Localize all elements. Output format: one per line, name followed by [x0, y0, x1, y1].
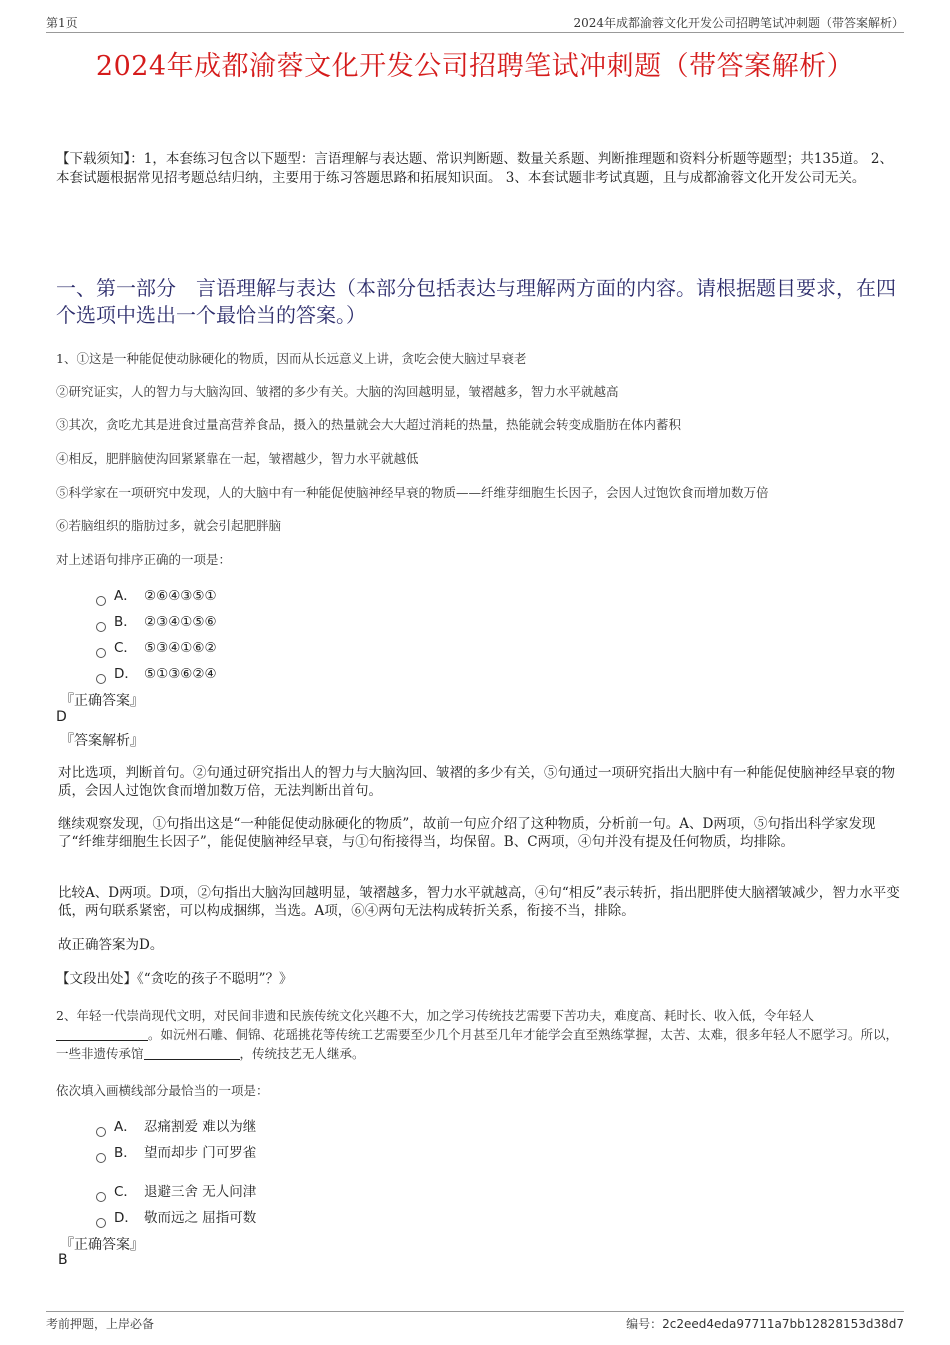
q2-answer: B: [58, 1252, 68, 1268]
radio-icon[interactable]: [96, 622, 106, 632]
q1-option-a[interactable]: A． ②⑥④③⑤①: [96, 584, 217, 606]
radio-icon[interactable]: [96, 1192, 106, 1202]
q1-line-3: ③其次，贪吃尤其是进食过量高营养食品，摄入的热量就会大大超过消耗的热量，热能就会转变成脂肪在体内蓄积: [56, 417, 682, 432]
q2-stem: 2、年轻一代崇尚现代文明，对民间非遗和民族传统文化兴趣不大，加之学习传统技艺需要下苦功夫，难度高、耗时长、收入低，令年轻人。如沅州石雕、侗锦、花瑶挑花等传统工艺需要至少几个月甚至几年才能学会直至熟练掌握，太苦、太难，很多年轻人不愿学习。所以，一些非遗传承馆 ，传统技艺无人继承。: [56, 1008, 899, 1061]
radio-icon[interactable]: [96, 596, 106, 606]
q2-option-d[interactable]: D． 敬而远之 屈指可数: [96, 1206, 256, 1228]
q2-prompt: 依次填入画横线部分最恰当的一项是：: [56, 1083, 269, 1098]
radio-icon[interactable]: [96, 674, 106, 684]
radio-icon[interactable]: [96, 1218, 106, 1228]
q1-line-4: ④相反，肥胖脑使沟回紧紧靠在一起，皱褶越少，智力水平就越低: [56, 451, 419, 466]
q1-analysis-2: 继续观察发现，①句指出这是“一种能促使动脉硬化的物质”，故前一句应介绍了这种物质，分析前一句。A、D两项，⑤句指出科学家发现了“纤维芽细胞生长因子”，能促使脑神经早衰，与①句衔接得当，均保留。B、C两项，④句并没有提及任何物质，均排除。: [58, 816, 876, 850]
radio-icon[interactable]: [96, 1127, 106, 1137]
q2-answer-label: 『正确答案』: [60, 1237, 144, 1253]
page-header: [46, 12, 904, 33]
page-number: 第1页: [46, 16, 78, 30]
q1-answer-label: 『正确答案』: [60, 693, 144, 709]
page-footer: [46, 1311, 904, 1334]
q2-blank-2: [144, 1047, 240, 1060]
q2-blank-1: [56, 1028, 148, 1041]
q1-prompt: 对上述语句排序正确的一项是：: [56, 552, 232, 567]
q1-line-2: ②研究证实，人的智力与大脑沟回、皱褶的多少有关。大脑的沟回越明显，皱褶越多，智力水平就越高: [56, 384, 619, 399]
radio-icon[interactable]: [96, 1153, 106, 1163]
q2-option-c[interactable]: C． 退避三舍 无人问津: [96, 1180, 256, 1202]
q1-option-b[interactable]: B． ②③④①⑤⑥: [96, 610, 217, 632]
footer-doc-id: 编号：2c2eed4eda97711a7bb12828153d38d7: [626, 1317, 904, 1331]
section-title: 一、第一部分 言语理解与表达（本部分包括表达与理解两方面的内容。请根据题目要求，在四个选项中选出一个最恰当的答案。）: [56, 276, 896, 327]
q1-analysis-label: 『答案解析』: [60, 733, 144, 749]
q1-answer: D: [56, 709, 67, 725]
q2-option-a[interactable]: A． 忍痛割爱 难以为继: [96, 1115, 256, 1137]
q1-option-d[interactable]: D． ⑤①③⑥②④: [96, 662, 217, 684]
radio-icon[interactable]: [96, 648, 106, 658]
q1-line-5: ⑤科学家在一项研究中发现，人的大脑中有一种能促使脑神经早衰的物质——纤维芽细胞生长因子，会因人过饱饮食而增加数万倍: [56, 485, 769, 500]
q1-line-1: 1、①这是一种能促使动脉硬化的物质，因而从长远意义上讲，贪吃会使大脑过早衰老: [56, 351, 527, 366]
header-doc-title: 2024年成都渝蓉文化开发公司招聘笔试冲刺题（带答案解析）: [573, 16, 904, 30]
q1-analysis-3: 比较A、D两项。D项，②句指出大脑沟回越明显，皱褶越多，智力水平就越高，④句“相反”表示转折，指出肥胖使大脑褶皱减少，智力水平变低，两句联系紧密，可以构成捆绑，当选。A项，⑥④两句无法构成转折关系，衔接不当，排除。: [58, 885, 900, 919]
q1-analysis-1: 对比选项，判断首句。②句通过研究指出人的智力与大脑沟回、皱褶的多少有关，⑤句通过一项研究指出大脑中有一种能促使脑神经早衰的物质，会因人过饱饮食而增加数万倍，无法判断出首句。: [58, 765, 895, 799]
q1-option-c[interactable]: C． ⑤③④①⑥②: [96, 636, 217, 658]
q1-analysis-4: 故正确答案为D。: [58, 937, 164, 953]
q1-line-6: ⑥若脑组织的脂肪过多，就会引起肥胖脑: [56, 518, 282, 533]
footer-slogan: 考前押题，上岸必备: [46, 1317, 155, 1331]
download-notice: 【下载须知】：1，本套练习包含以下题型：言语理解与表达题、常识判断题、数量关系题、判断推理题和资料分析题等题型；共135道。 2、本套试题根据常见招考题总结归纳，主要用于练习答题思路和拓展知识面。 3、本套试题非考试真题，且与成都渝蓉文化开发公司无关。: [56, 151, 893, 186]
document-title: 2024年成都渝蓉文化开发公司招聘笔试冲刺题（带答案解析）: [95, 51, 855, 82]
q1-source: 【文段出处】《“贪吃的孩子不聪明”？》: [56, 971, 293, 987]
q2-option-b[interactable]: B． 望而却步 门可罗雀: [96, 1141, 256, 1163]
